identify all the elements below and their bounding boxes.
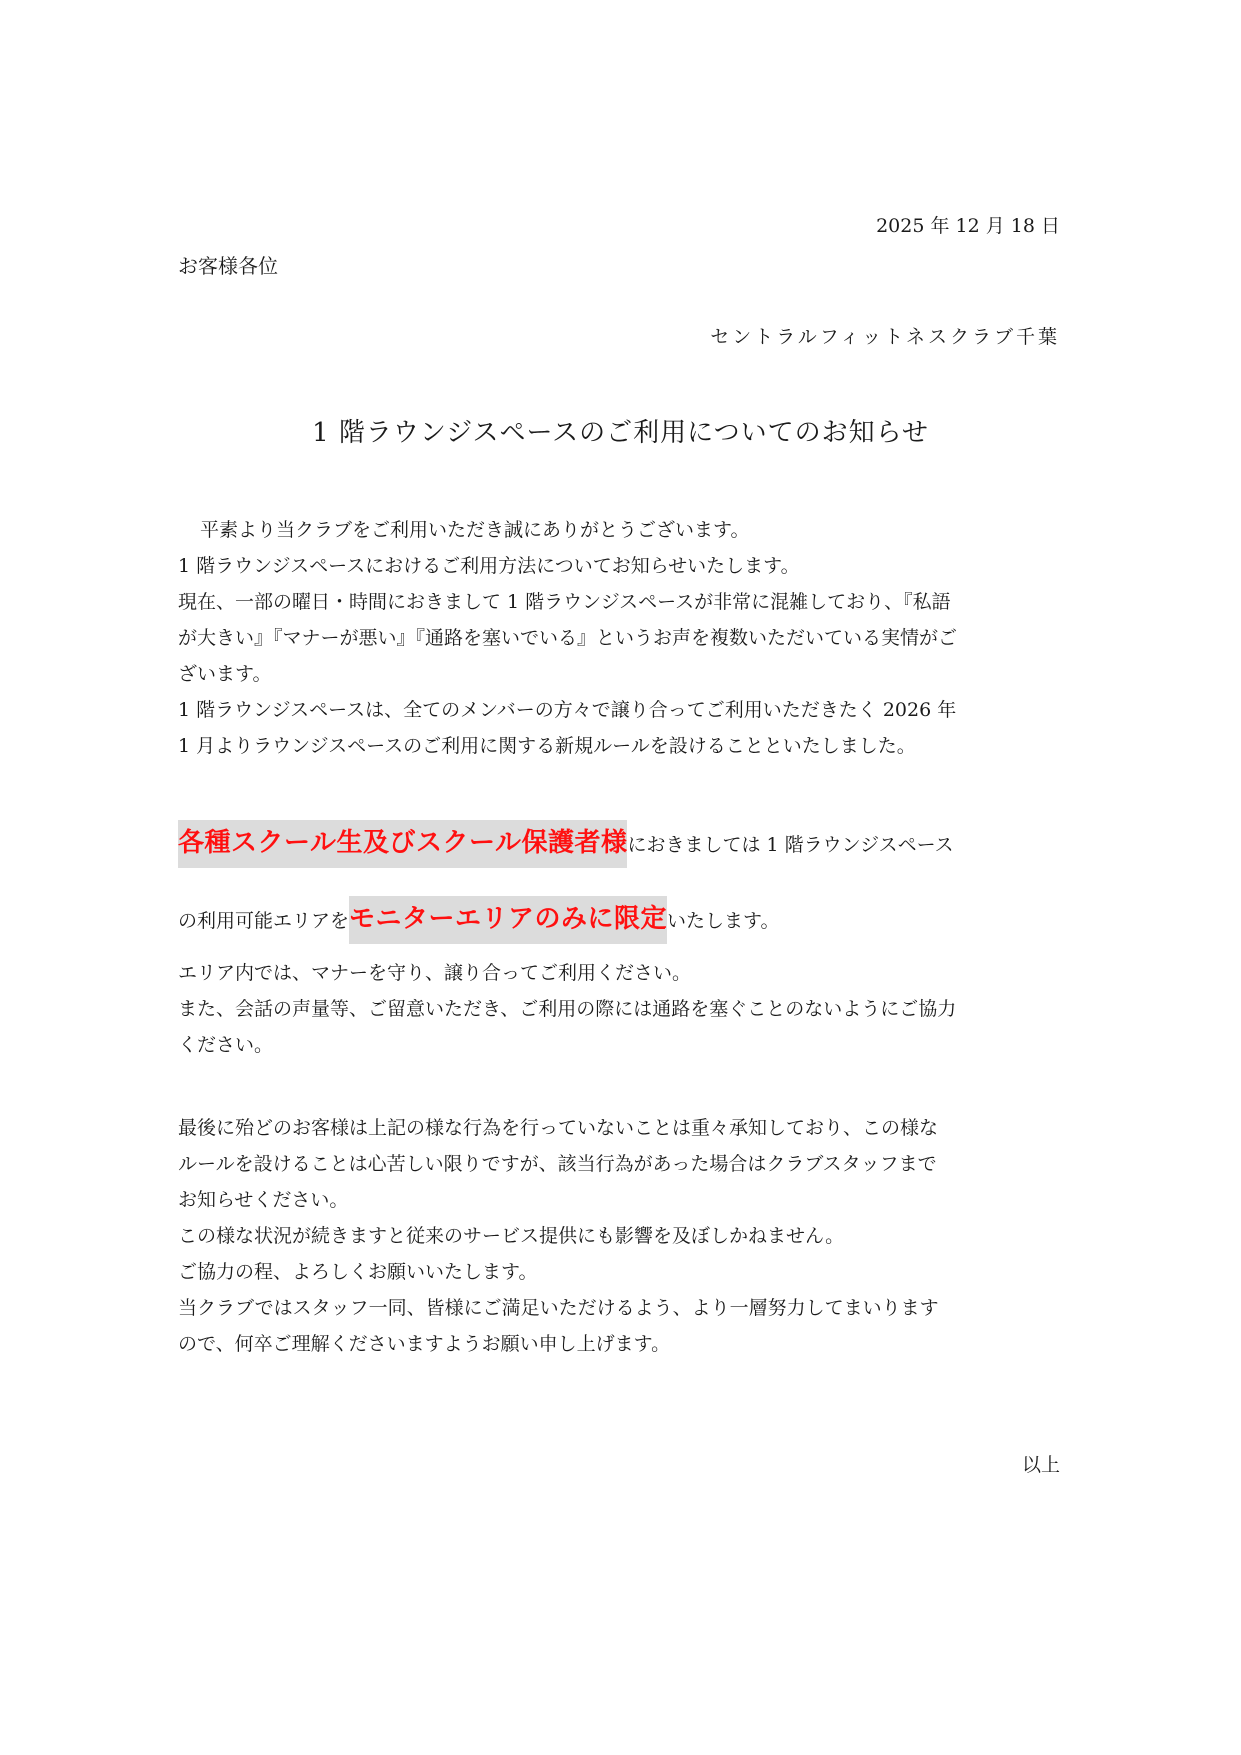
intro-line: 平素より当クラブをご利用いただき誠にありがとうございます。	[200, 519, 750, 541]
guidance-line: ください。	[178, 1034, 274, 1056]
intro-line: 1 月よりラウンジスペースのご利用に関する新規ルールを設けることといたしました。	[178, 735, 916, 757]
guidance-line: また、会話の声量等、ご留意いただき、ご利用の際には通路を塞ぐことのないようにご協力	[178, 998, 957, 1020]
rule-line-1	[178, 822, 954, 859]
rule-line-2	[178, 898, 780, 935]
closing-line: ので、何卒ご理解くださいますようお願い申し上げます。	[178, 1333, 671, 1355]
closing-paragraph	[178, 1110, 1063, 1362]
intro-line: 1 階ラウンジスペースにおけるご利用方法についてお知らせいたします。	[178, 555, 800, 577]
end-mark: 以上	[1021, 1454, 1060, 1476]
closing-line: 当クラブではスタッフ一同、皆様にご満足いただけるよう、より一層努力してまいります	[178, 1297, 939, 1319]
addressee: お客様各位	[178, 254, 278, 278]
guidance-paragraph	[178, 955, 1063, 1063]
sender-name: セントラルフィットネスクラブ千葉	[710, 326, 1060, 348]
notice-date: 2025 年 12 月 18 日	[876, 215, 1060, 237]
highlight-restriction: モニターエリアのみに限定	[349, 896, 667, 944]
rule-text: の利用可能エリアを	[178, 910, 350, 932]
closing-line: お知らせください。	[178, 1189, 349, 1211]
intro-line: が大きい』『マナーが悪い』『通路を塞いでいる』というお声を複数いただいている実情がご	[178, 627, 958, 649]
intro-line: 1 階ラウンジスペースは、全てのメンバーの方々で譲り合ってご利用いただきたく 2026 年	[178, 699, 957, 721]
intro-paragraph	[178, 512, 1063, 764]
guidance-line: エリア内では、マナーを守り、譲り合ってご利用ください。	[178, 962, 692, 984]
closing-line: 最後に殆どのお客様は上記の様な行為を行っていないことは重々承知しており、この様な	[178, 1117, 939, 1139]
intro-line: ざいます。	[178, 663, 272, 685]
closing-line: ルールを設けることは心苦しい限りですが、該当行為があった場合はクラブスタッフまで	[178, 1153, 937, 1175]
highlight-target-group: 各種スクール生及びスクール保護者様	[178, 820, 627, 868]
rule-text: におきましては 1 階ラウンジスペース	[627, 834, 954, 856]
page-title: 1 階ラウンジスペースのご利用についてのお知らせ	[312, 418, 929, 448]
closing-line: ご協力の程、よろしくお願いいたします。	[178, 1261, 538, 1283]
rule-text: いたします。	[667, 910, 780, 932]
closing-line: この様な状況が続きますと従来のサービス提供にも影響を及ぼしかねません。	[178, 1225, 845, 1247]
intro-line: 現在、一部の曜日・時間におきまして 1 階ラウンジスペースが非常に混雑しており、『私語	[178, 591, 951, 613]
